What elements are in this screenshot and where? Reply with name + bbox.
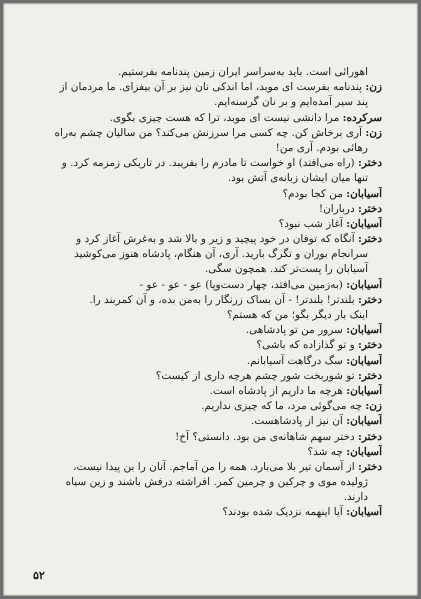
speaker-label: دختر: bbox=[357, 202, 382, 215]
text-line bbox=[21, 490, 382, 505]
text-line bbox=[21, 369, 382, 384]
line-text: (به‌زمین می‌افتد، چهار دست‌وپا) عو - عو - عو - bbox=[139, 278, 343, 291]
line-text: ژولیده موی و چرکین و چرمین کمر. افراشته درفش باشند و زین سیاه bbox=[65, 476, 368, 489]
text-line bbox=[21, 202, 382, 217]
speaker-label: زن: bbox=[365, 126, 382, 139]
line-text: اینک بار دیگر بگو؛ من که هستم؟ bbox=[226, 309, 368, 321]
speaker-label: زن: bbox=[365, 400, 382, 413]
speaker-label: دختر: bbox=[357, 460, 382, 473]
text-line bbox=[21, 308, 382, 323]
text-line bbox=[21, 430, 382, 445]
text-line bbox=[21, 338, 382, 353]
line-text: آغاز شب نبود؟ bbox=[278, 217, 343, 230]
line-text: دختر سهم شاهانه‌ی من بود. دانستی؟ آخ! bbox=[175, 430, 355, 443]
line-text: چه شد؟ bbox=[307, 445, 343, 458]
speaker-label: سرکرده: bbox=[342, 111, 382, 124]
speaker-label: دختر: bbox=[357, 233, 382, 246]
speaker-label: آسیابان: bbox=[346, 445, 382, 458]
speaker-label: دختر: bbox=[357, 157, 382, 170]
line-text: آیا اینهمه نزدیک شده بودند؟ bbox=[222, 506, 343, 519]
text-line bbox=[21, 111, 382, 126]
page-number: ۵۲ bbox=[33, 569, 45, 582]
text-line bbox=[21, 126, 382, 141]
line-text: دارند. bbox=[343, 491, 368, 504]
text-line bbox=[21, 323, 382, 338]
speaker-label: زن: bbox=[365, 81, 382, 94]
text-line bbox=[21, 278, 382, 293]
line-text: مرا دانشی نیست ای موبد، ترا که هست چیزی بگوی. bbox=[109, 111, 340, 124]
speaker-label: دختر: bbox=[357, 369, 382, 382]
book-page bbox=[3, 3, 418, 596]
line-text: تو شوربخت شور چشم هرچه داری از کیست؟ bbox=[155, 369, 355, 382]
line-text: (راه می‌افتد) او خواست تا مادرم را بفریبد. در تاریکی زمزمه کرد. و bbox=[61, 157, 355, 170]
speaker-label: دختر: bbox=[357, 430, 382, 443]
text-line bbox=[21, 65, 382, 80]
text-line bbox=[21, 156, 382, 171]
text-line bbox=[21, 354, 382, 369]
text-line bbox=[21, 505, 382, 520]
speaker-label: آسیابان: bbox=[346, 354, 382, 367]
text-line bbox=[21, 171, 382, 186]
speaker-label: آسیابان: bbox=[346, 324, 382, 337]
line-text: هرچه ما داریم از پادشاه است. bbox=[209, 384, 343, 397]
text-line bbox=[21, 414, 382, 429]
line-text: درباران! bbox=[318, 202, 355, 215]
line-text: سگ درگاهت آسیابانم. bbox=[246, 354, 343, 367]
line-text: تنها میان ایشان زبانه‌ی آتش بود. bbox=[227, 172, 368, 185]
text-line bbox=[21, 80, 382, 95]
line-text: چه می‌گوئی مرد، ما که چیزی نداریم. bbox=[201, 400, 362, 413]
text-line bbox=[21, 384, 382, 399]
speaker-label: آسیابان: bbox=[346, 384, 382, 397]
speaker-label: آسیابان: bbox=[346, 278, 382, 291]
speaker-label: آسیابان: bbox=[346, 187, 382, 200]
text-line bbox=[21, 475, 382, 490]
line-text: آری برخاش کن. چه کسی مرا سرزنش می‌کند؟ من سالیان چشم به‌راه bbox=[54, 126, 362, 139]
line-text: پند سیر آمده‌ایم و بر نان گرسنه‌ایم. bbox=[214, 96, 368, 109]
text-line bbox=[21, 445, 382, 460]
speaker-label: آسیابان: bbox=[346, 415, 382, 428]
line-text: اهورائی است. باید به‌سراسر ایران زمین پندنامه بفرستیم. bbox=[117, 66, 368, 78]
speaker-label: دختر: bbox=[357, 293, 382, 306]
line-text: آن نیز از پادشاهست. bbox=[250, 415, 343, 428]
text-line bbox=[21, 460, 382, 475]
text-line bbox=[21, 262, 382, 277]
line-text: و تو گذازاده که باشی؟ bbox=[256, 339, 355, 352]
line-text: آنگاه که توفان در خود پیچید و زیر و بالا شد و به‌غرش آغاز کرد و bbox=[76, 233, 355, 246]
text-line bbox=[21, 187, 382, 202]
text-line bbox=[21, 399, 382, 414]
line-text: از آسمان تیر بلا می‌بارد. همه را من آماجم. آنان را بن پیدا نیست، bbox=[73, 460, 355, 473]
line-text: رهائی بودم. آری من! bbox=[275, 141, 368, 154]
line-text: من کجا بودم؟ bbox=[282, 187, 343, 200]
text-line bbox=[21, 141, 382, 156]
text-line bbox=[21, 293, 382, 308]
text-line bbox=[21, 95, 382, 110]
text-line bbox=[21, 232, 382, 247]
line-text: سرانجام بوران و تگرگ بارید. آری، آن هنگام، پادشاه هنوز می‌کوشید bbox=[74, 248, 368, 261]
text-line bbox=[21, 217, 382, 232]
speaker-label: آسیابان: bbox=[346, 506, 382, 519]
line-text: سرور من تو پادشاهی. bbox=[245, 324, 343, 337]
line-text: پندنامه بفرست ای موبد، اما اندکی نان نیز بر آن بیفزای. ما مردمان از bbox=[59, 81, 362, 94]
speaker-label: دختر: bbox=[357, 339, 382, 352]
line-text: بلندتر! بلندتر! - آن بساک زرنگار را به‌من بده، و آن کمربند را. bbox=[89, 293, 355, 306]
text-line bbox=[21, 247, 382, 262]
speaker-label: آسیابان: bbox=[346, 217, 382, 230]
line-text: آسیابان را پست‌تر کند. همچون سگی. bbox=[204, 263, 368, 276]
dialogue-text bbox=[21, 65, 382, 521]
